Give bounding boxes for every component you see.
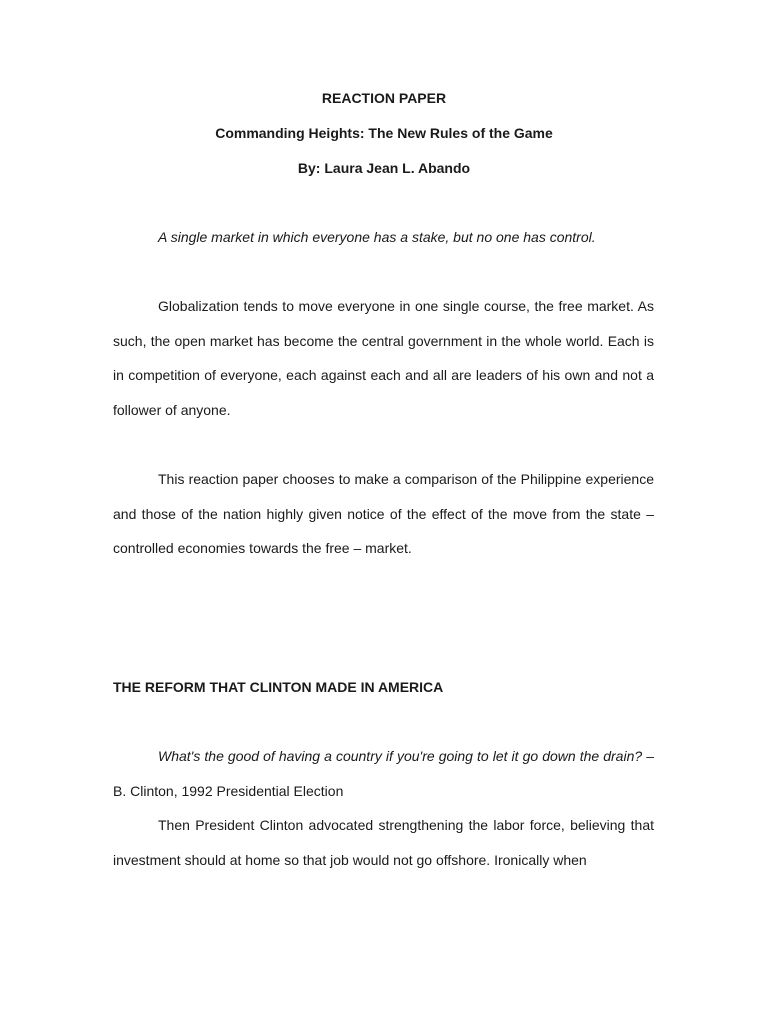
document-title: REACTION PAPER — [321, 90, 447, 106]
document-subtitle: Commanding Heights: The New Rules of the Game — [215, 125, 553, 141]
clinton-attribution: – B. Clinton, 1992 Presidential Election — [113, 748, 654, 799]
paragraph-clinton: Then President Clinton advocated strengthening the labor force, believing that investment should at home so that job would not go offshore. Ironically when — [113, 817, 654, 868]
section-heading: THE REFORM THAT CLINTON MADE IN AMERICA — [113, 679, 444, 695]
paragraph-globalization: Globalization tends to move everyone in one single course, the free market. As such, the open market has become the central government in the whole world. Each is in competition of everyone, each against each and all are leaders of his own and not a follower of anyone. — [113, 298, 654, 418]
author-byline: By: Laura Jean L. Abando — [297, 160, 471, 176]
clinton-quote-paragraph — [113, 739, 654, 808]
clinton-quote: What's the good of having a country if you're going to let it go down the drain? — [158, 748, 643, 764]
epigraph: A single market in which everyone has a stake, but no one has control. — [158, 229, 596, 245]
paragraph-comparison: This reaction paper chooses to make a comparison of the Philippine experience and those of the nation highly given notice of the effect of the move from the state – controlled economies towards the free – market. — [113, 471, 654, 556]
